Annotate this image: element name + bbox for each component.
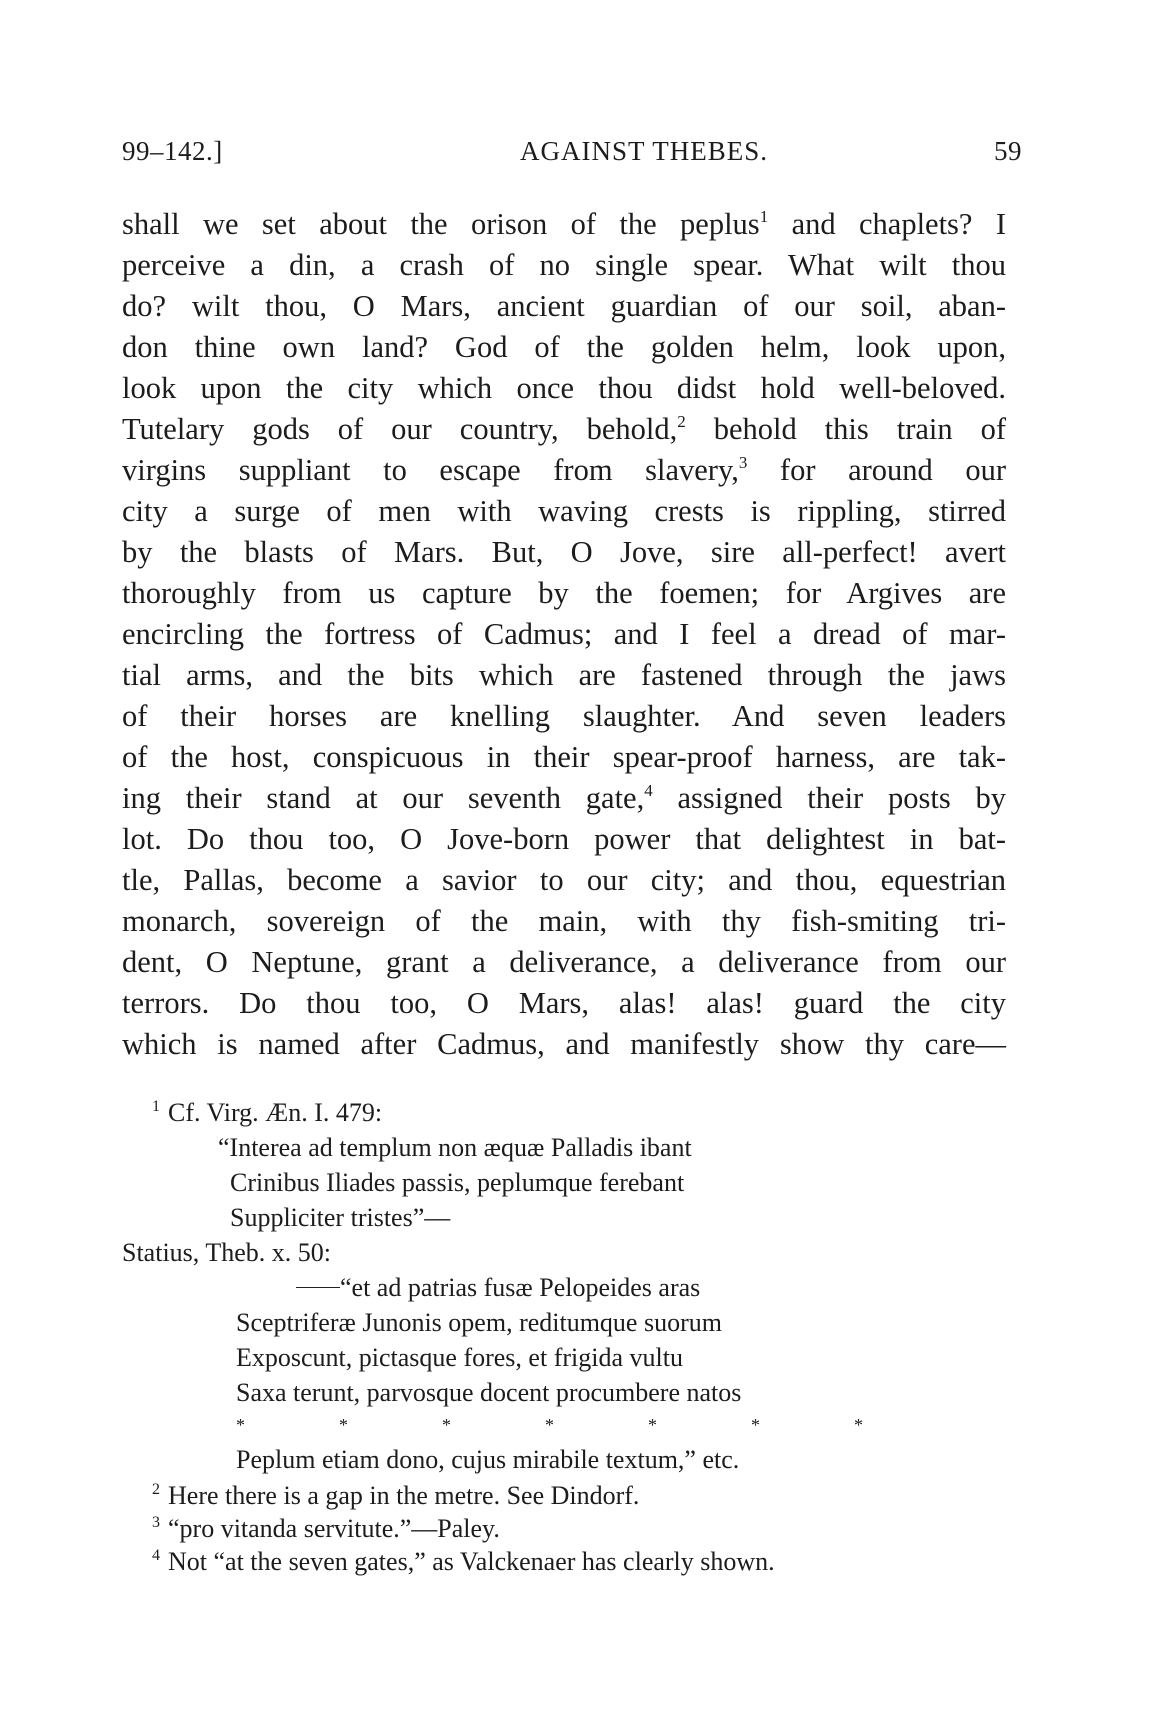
- body-text-segment: of the host, conspicuous in their spear-proof harness, are tak-: [122, 740, 1006, 774]
- footnote-1-quote2-line: Saxa terunt, parvosque docent procumbere natos: [236, 1378, 742, 1407]
- footnote-1-mark: 1: [152, 1098, 160, 1115]
- body-text-segment: by the blasts of Mars. But, O Jove, sire all-perfect! avert: [122, 535, 1006, 569]
- footnote-1-quote2-line: Sceptriferæ Junonis opem, reditumque suorum: [236, 1308, 722, 1337]
- footnote-1-quote-line: Suppliciter tristes”—: [230, 1203, 451, 1232]
- footnote-1-quote2-first: [122, 1270, 1022, 1305]
- asterisk: *: [854, 1415, 863, 1435]
- body-text-segment: shall we set about the orison of the peplus: [122, 207, 760, 241]
- asterisk: *: [339, 1415, 348, 1435]
- footnote-3-text: “pro vitanda servitute.”—Paley.: [168, 1514, 500, 1543]
- asterisk: *: [545, 1415, 554, 1435]
- footnotes: [122, 1095, 1022, 1578]
- footnote-1-statius-ref: Statius, Theb. x. 50:: [122, 1238, 331, 1267]
- body-text-segment: ing their stand at our seventh gate,: [122, 781, 645, 815]
- body-line: [122, 286, 1006, 327]
- body-line: [122, 614, 1006, 655]
- asterisk: *: [442, 1415, 451, 1435]
- body-line: [122, 860, 1006, 901]
- body-line: [122, 204, 1006, 245]
- body-line: [122, 491, 1006, 532]
- body-line: [122, 778, 1006, 819]
- body-line: [122, 696, 1006, 737]
- body-text-segment: thoroughly from us capture by the foemen; for Argives are: [122, 576, 1006, 610]
- body-text-segment: do? wilt thou, O Mars, ancient guardian of our soil, aban-: [122, 289, 1006, 323]
- running-title: AGAINST THEBES.: [520, 136, 769, 166]
- footnote-ref: 2: [677, 412, 686, 431]
- body-text-segment: and chaplets? I: [768, 207, 1006, 241]
- body-text-segment: perceive a din, a crash of no single spear. What wilt thou: [122, 248, 1006, 282]
- body-text-segment: assigned their posts by: [652, 781, 1006, 815]
- footnote-4: [122, 1545, 1022, 1578]
- running-head: [122, 128, 1022, 172]
- body-text-segment: terrors. Do thou too, O Mars, alas! alas! guard the city: [122, 986, 1006, 1020]
- body-line: [122, 819, 1006, 860]
- body-line: [122, 409, 1006, 450]
- body-line: [122, 655, 1006, 696]
- body-text-segment: city a surge of men with waving crests is rippling, stirred: [122, 494, 1006, 528]
- ellipsis-stars: [122, 1410, 1022, 1440]
- body-text-segment: Tutelary gods of our country, behold,: [122, 412, 678, 446]
- body-text-segment: behold this train of: [685, 412, 1006, 446]
- body-line: [122, 737, 1006, 778]
- em-dash-rule: [296, 1287, 340, 1288]
- footnote-1-quote-line: “Interea ad templum non æquæ Palladis ibant: [218, 1133, 692, 1162]
- footnote-1-quote2-line: Exposcunt, pictasque fores, et frigida vultu: [236, 1343, 683, 1372]
- body-line: [122, 1024, 1006, 1065]
- footnote-1-quote-line: Crinibus Iliades passis, peplumque ferebant: [230, 1168, 685, 1197]
- line-range: 99–142.]: [122, 136, 223, 166]
- body-line: [122, 532, 1006, 573]
- body-text-segment: look upon the city which once thou didst hold well-beloved.: [122, 371, 1006, 405]
- footnote-ref: 1: [759, 207, 769, 226]
- body-line: [122, 983, 1006, 1024]
- body-line: [122, 368, 1006, 409]
- footnote-2: [122, 1479, 1022, 1512]
- footnote-3: [122, 1512, 1022, 1545]
- asterisk: *: [648, 1415, 657, 1435]
- body-line: [122, 573, 1006, 614]
- body-text-segment: don thine own land? God of the golden helm, look upon,: [122, 330, 1006, 364]
- body-line: [122, 942, 1006, 983]
- footnote-3-mark: 3: [152, 1514, 160, 1531]
- footnote-ref: 3: [738, 453, 748, 472]
- footnote-1-ref-text: Cf. Virg. Æn. I. 479:: [168, 1098, 383, 1127]
- body-text-segment: lot. Do thou too, O Jove-born power that delightest in bat-: [122, 822, 1006, 856]
- body-text: [122, 204, 1006, 1065]
- body-line: [122, 450, 1006, 491]
- body-text-segment: tial arms, and the bits which are fastened through the jaws: [122, 658, 1006, 692]
- footnote-1-quote2-first-text: “et ad patrias fusæ Pelopeides aras: [340, 1273, 701, 1302]
- body-text-segment: which is named after Cadmus, and manifestly show thy care—: [122, 1027, 1006, 1061]
- body-text-segment: of their horses are knelling slaughter. And seven leaders: [122, 699, 1006, 733]
- body-line: [122, 327, 1006, 368]
- body-text-segment: for around our: [747, 453, 1006, 487]
- footnote-2-text: Here there is a gap in the metre. See Dindorf.: [168, 1481, 640, 1510]
- body-text-segment: monarch, sovereign of the main, with thy fish-smiting tri-: [122, 904, 1006, 938]
- footnote-2-mark: 2: [152, 1481, 160, 1498]
- footnote-4-text: Not “at the seven gates,” as Valckenaer has clearly shown.: [168, 1547, 775, 1576]
- body-text-segment: virgins suppliant to escape from slavery,: [122, 453, 739, 487]
- asterisk: *: [751, 1415, 760, 1435]
- page-number: 59: [994, 136, 1022, 166]
- body-line: [122, 901, 1006, 942]
- footnote-ref: 4: [644, 781, 653, 800]
- footnote-4-mark: 4: [152, 1547, 160, 1564]
- footnote-1-final-line: Peplum etiam dono, cujus mirabile textum,” etc.: [236, 1445, 740, 1474]
- body-text-segment: encircling the fortress of Cadmus; and I feel a dread of mar-: [122, 617, 1006, 651]
- body-line: [122, 245, 1006, 286]
- asterisk: *: [236, 1415, 245, 1435]
- body-text-segment: tle, Pallas, become a savior to our city; and thou, equestrian: [122, 863, 1006, 897]
- footnote-1-ref: [122, 1095, 1022, 1130]
- body-text-segment: dent, O Neptune, grant a deliverance, a deliverance from our: [122, 945, 1006, 979]
